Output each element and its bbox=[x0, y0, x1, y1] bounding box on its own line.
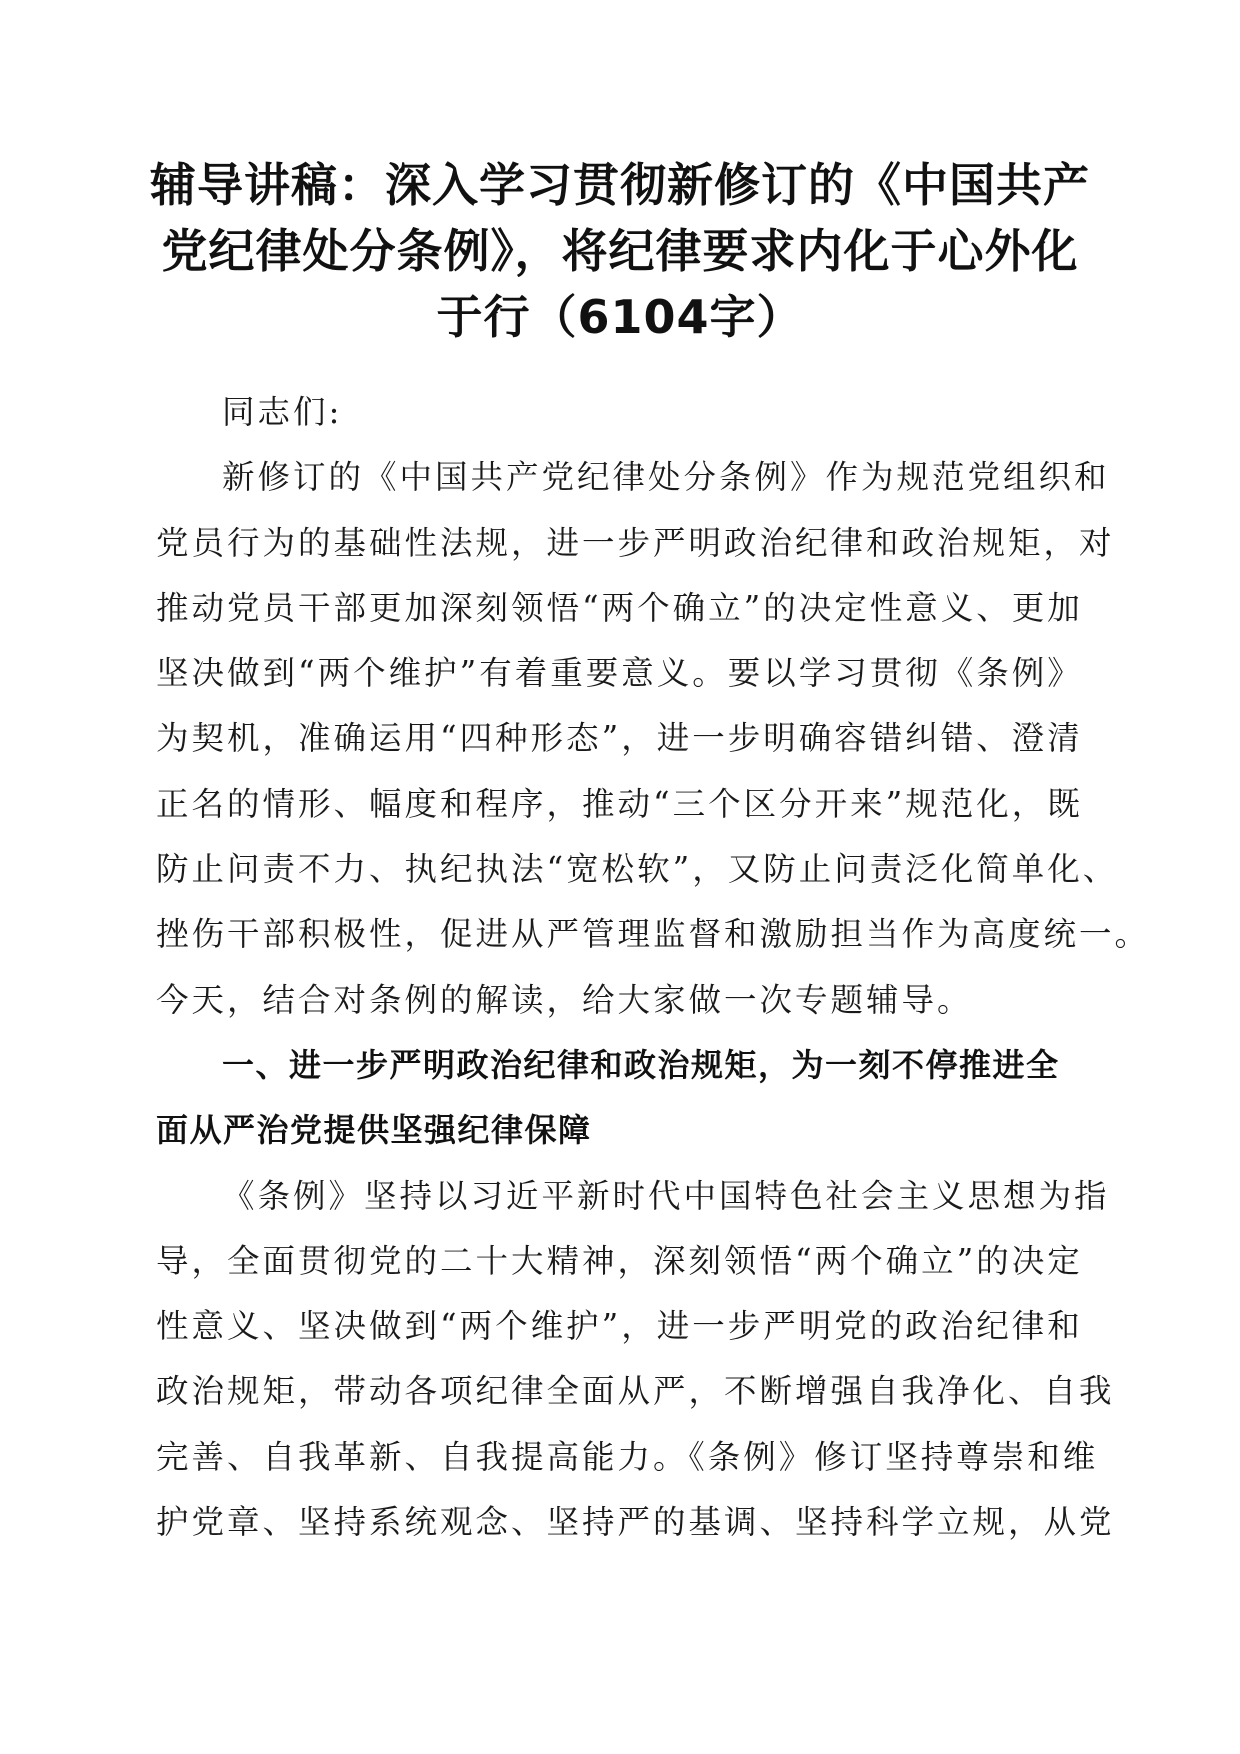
heading-line: 一、进一步严明政治纪律和政治规矩，为一刻不停推进全 bbox=[222, 1045, 1060, 1084]
paragraph-line: 政治规矩，带动各项纪律全面从严，不断增强自我净化、自我 bbox=[156, 1372, 1115, 1411]
paragraph-line: 《条例》坚持以习近平新时代中国特色社会主义思想为指 bbox=[222, 1176, 1110, 1215]
title-line-2: 党纪律处分条例》，将纪律要求内化于心外化 bbox=[161, 224, 1079, 278]
heading-line: 面从严治党提供坚强纪律保障 bbox=[156, 1111, 592, 1150]
paragraph-section-1 bbox=[156, 1164, 1115, 1556]
title-line-3: 于行（6104字） bbox=[436, 290, 804, 344]
salutation: 同志们: bbox=[222, 393, 343, 431]
paragraph-line: 完善、自我革新、自我提高能力。《条例》修订坚持尊崇和维 bbox=[156, 1437, 1099, 1476]
paragraph-line: 党员行为的基础性法规，进一步严明政治纪律和政治规矩，对 bbox=[156, 523, 1115, 562]
paragraph-line: 防止问责不力、执纪执法“宽松软”，又防止问责泛化简单化、 bbox=[156, 850, 1119, 889]
paragraph-line: 挫伤干部积极性，促进从严管理监督和激励担当作为高度统一。 bbox=[156, 915, 1151, 954]
document-title bbox=[150, 152, 1090, 350]
paragraph-line: 正名的情形、幅度和程序，推动“三个区分开来”规范化，既 bbox=[156, 784, 1083, 823]
paragraph-line: 为契机，准确运用“四种形态”，进一步明确容错纠错、澄清 bbox=[156, 719, 1083, 758]
paragraph-line: 导，全面贯彻党的二十大精神，深刻领悟“两个确立”的决定 bbox=[156, 1241, 1083, 1280]
paragraph-line: 新修订的《中国共产党纪律处分条例》作为规范党组织和 bbox=[222, 458, 1110, 497]
section-heading-1 bbox=[156, 1033, 1096, 1164]
paragraph-intro bbox=[156, 445, 1151, 1033]
paragraph-line: 性意义、坚决做到“两个维护”，进一步严明党的政治纪律和 bbox=[156, 1307, 1083, 1346]
paragraph-line: 推动党员干部更加深刻领悟“两个确立”的决定性意义、更加 bbox=[156, 588, 1083, 627]
document-body bbox=[156, 380, 1151, 1555]
paragraph-line: 今天，结合对条例的解读，给大家做一次专题辅导。 bbox=[156, 980, 973, 1019]
title-line-1: 辅导讲稿：深入学习贯彻新修订的《中国共产 bbox=[150, 158, 1090, 212]
paragraph-line: 护党章、坚持系统观念、坚持严的基调、坚持科学立规，从党 bbox=[156, 1503, 1115, 1542]
paragraph-line: 坚决做到“两个维护”有着重要意义。要以学习贯彻《条例》 bbox=[156, 654, 1083, 693]
